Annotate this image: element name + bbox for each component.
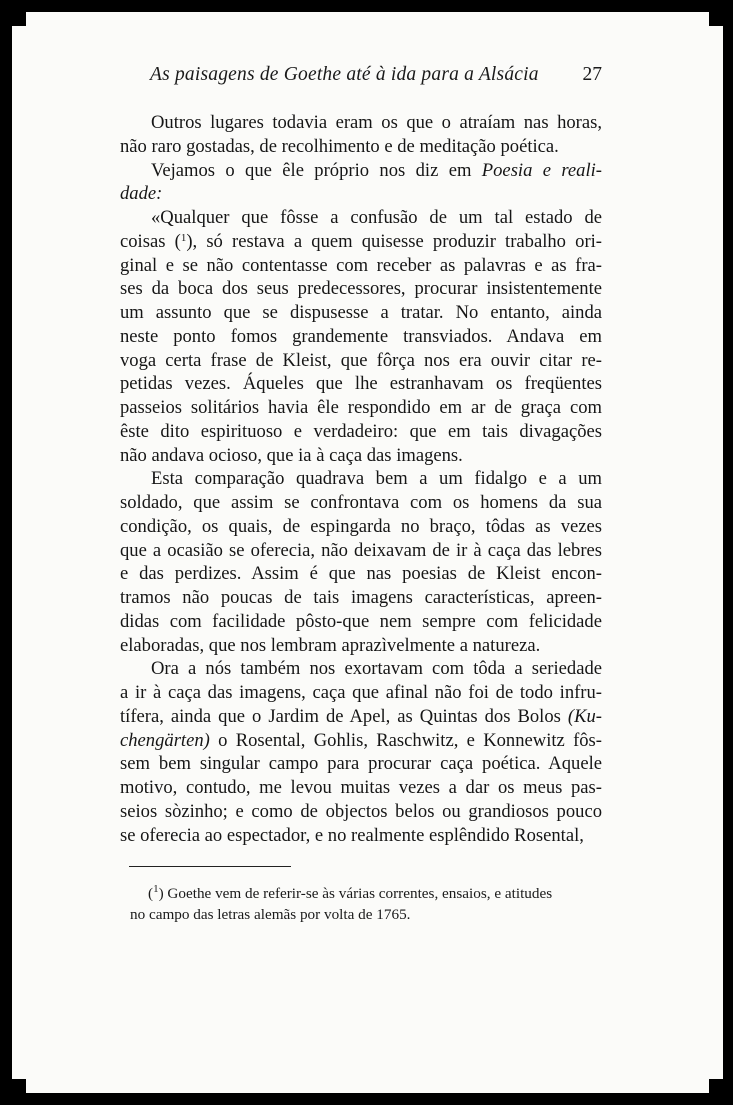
text-line: que a ocasião se oferecia, não deixavam de ir à caça das lebres (120, 539, 602, 561)
scan-corner (12, 1079, 26, 1093)
text-line: Outros lugares todavia eram os que o atraíam nas horas, (151, 112, 602, 133)
text-line: não andava ocioso, que ia à caça das imagens. (120, 444, 463, 466)
footnote-marker: ($^1$) (148, 883, 164, 902)
text-line: motivo, contudo, me levou muitas vezes a dar os meus pas- (120, 777, 602, 798)
page-number: 27 (582, 64, 602, 85)
footnote-line: no campo das letras alemãs por volta de 1765. (130, 906, 411, 923)
text-line: se oferecia ao espectador, e no realmente esplêndido Rosental, (120, 824, 584, 846)
scan-corner (709, 1079, 723, 1093)
text-line: chengärten) o Rosental, Gohlis, Raschwitz, e Konnewitz fôs- (120, 729, 602, 751)
text-line: não raro gostadas, de recolhimento e de meditação poética. (120, 135, 559, 157)
text-line: condição, os quais, de espingarda no braço, tôdas as vezes (120, 515, 602, 537)
text-line: êste dito espirituoso e verdadeiro: que em tais divagações (120, 420, 602, 442)
scan-corner (709, 12, 723, 26)
text-line: elaboradas, que nos lembram aprazìvelmente a natureza. (120, 634, 541, 656)
text-line: passeios solitários havia êle respondido em ar de graça com (120, 397, 602, 418)
text-line: um assunto que se dispusesse a tratar. No entanto, ainda (120, 302, 602, 323)
body-text (120, 111, 602, 847)
text-line: coisas ($^1$), só restava a quem quisesse produzir trabalho ori- (120, 230, 602, 252)
text-line: voga certa frase de Kleist, que fôrça nos era ouvir citar re- (120, 349, 602, 371)
text-line: sem bem singular campo para procurar caça poética. Aquele (120, 753, 602, 775)
text-line: Vejamos o que êle próprio nos diz em Poesia e reali- (151, 159, 602, 181)
text-line: tramos não poucas de tais imagens características, apreen- (120, 587, 602, 608)
text-line: Esta comparação quadrava bem a um fidalgo e a um (151, 468, 602, 490)
footnote-line (130, 883, 600, 904)
text-line: neste ponto fomos grandemente transviados. Andava em (120, 325, 602, 347)
text-line: e das perdizes. Assim é que nas poesias de Kleist encon- (120, 563, 602, 585)
text-line: a ir à caça das imagens, caça que afinal não foi de todo infru- (120, 682, 602, 703)
text-line: tífera, ainda que o Jardim de Apel, as Quintas dos Bolos (Ku- (120, 705, 602, 727)
footnote-text: Goethe vem de referir-se às várias correntes, ensaios, e atitudes (167, 885, 553, 902)
running-header (150, 64, 602, 86)
text-line: soldado, que assim se confrontava com os homens da sua (120, 492, 602, 513)
text-line: didas com facilidade pôsto-que nem sempre com felicidade (120, 610, 602, 632)
text-line: Ora a nós também nos exortavam com tôda a seriedade (151, 658, 602, 680)
footnote-divider (129, 866, 291, 867)
scan-corner (12, 12, 26, 26)
text-line: seios sòzinho; e como de objectos belos ou grandiosos pouco (120, 800, 602, 822)
footnote (130, 883, 600, 925)
text-line: petidas vezes. Áqueles que lhe estranhavam os freqüentes (120, 373, 602, 395)
running-title: As paisagens de Goethe até à ida para a Alsácia (150, 64, 539, 85)
text-line: ginal e se não contentasse com receber as palavras e as fra- (120, 254, 602, 276)
text-line: ses da boca dos seus predecessores, procurar insistentemente (120, 278, 602, 300)
text-line: «Qualquer que fôsse a confusão de um tal estado de (151, 207, 602, 228)
text-line: dade: (120, 183, 163, 205)
